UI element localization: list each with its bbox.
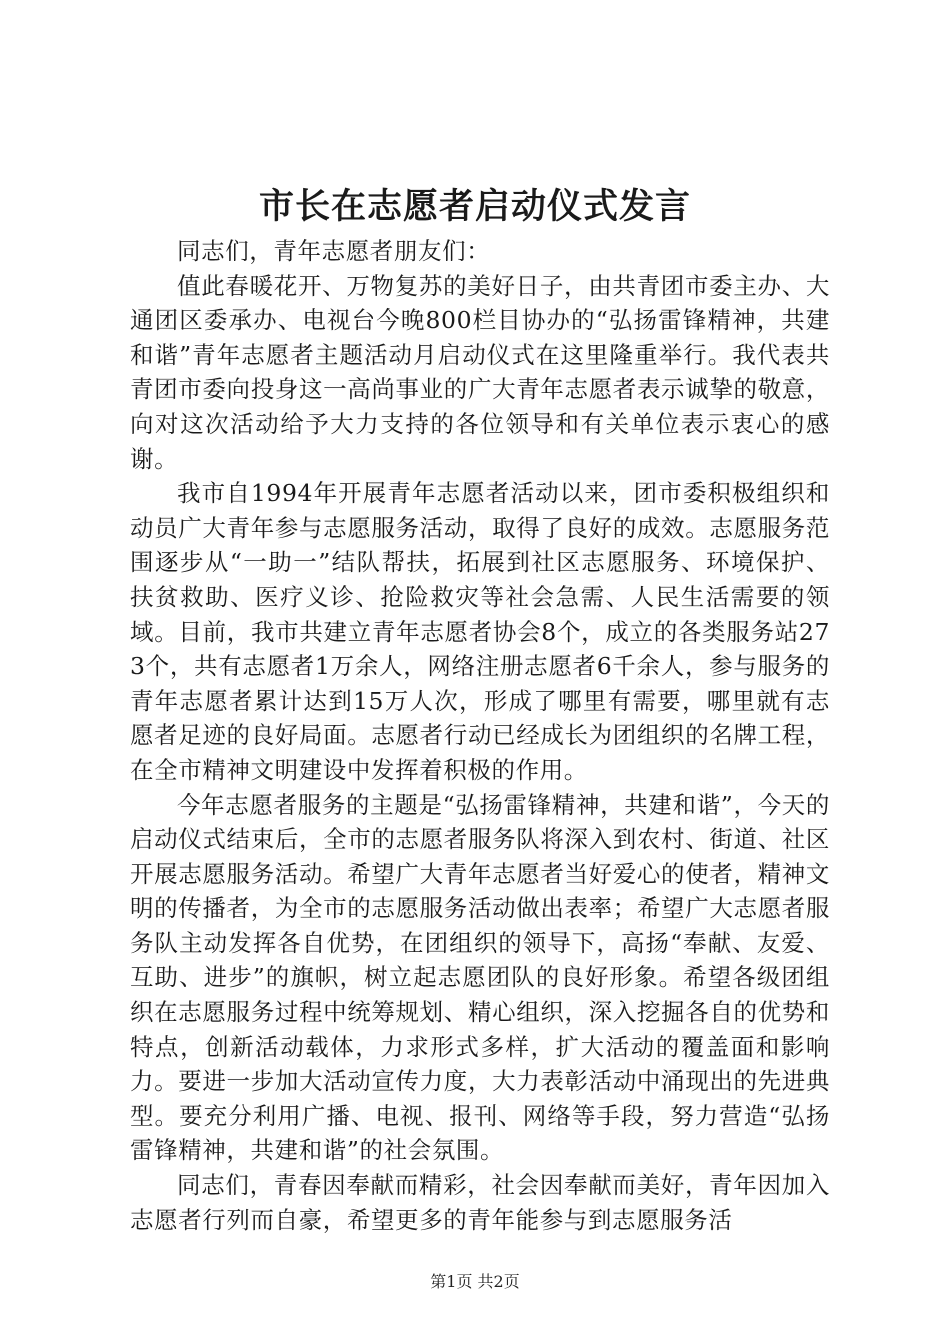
body-paragraph-4: 同志们，青春因奉献而精彩，社会因奉献而美好，青年因加入志愿者行列而自豪，希望更多的青年能参与到志愿服务活	[130, 1171, 830, 1234]
body-paragraph-3: 今年志愿者服务的主题是“弘扬雷锋精神，共建和谐”，今天的启动仪式结束后，全市的志愿者服务队将深入到农村、街道、社区开展志愿服务活动。希望广大青年志愿者当好爱心的使者，精神文明的传播者，为全市的志愿服务活动做出表率；希望广大志愿者服务队主动发挥各自优势，在团组织的领导下，高扬“奉献、友爱、互助、进步”的旗帜，树立起志愿团队的良好形象。希望各级团组织在志愿服务过程中统筹规划、精心组织，深入挖掘各自的优势和特点，创新活动载体，力求形式多样，扩大活动的覆盖面和影响力。要进一步加大活动宣传力度，大力表彰活动中涌现出的先进典型。要充分利用广播、电视、报刊、网络等手段，努力营造“弘扬雷锋精神，共建和谐”的社会氛围。	[130, 790, 830, 1165]
body-paragraph-1: 值此春暖花开、万物复苏的美好日子，由共青团市委主办、大通团区委承办、电视台今晚800栏目协办的“弘扬雷锋精神，共建和谐”青年志愿者主题活动月启动仪式在这里隆重举行。我代表共青团市委向投身这一高尚事业的广大青年志愿者表示诚挚的敬意，向对这次活动给予大力支持的各位领导和有关单位表示衷心的感谢。	[130, 271, 830, 473]
body-paragraph-2: 我市自1994年开展青年志愿者活动以来，团市委积极组织和动员广大青年参与志愿服务活动，取得了良好的成效。志愿服务范围逐步从“一助一”结队帮扶，拓展到社区志愿服务、环境保护、扶贫救助、医疗义诊、抢险救灾等社会急需、人民生活需要的领域。目前，我市共建立青年志愿者协会8个，成立的各类服务站273个，共有志愿者1万余人，网络注册志愿者6千余人，参与服务的青年志愿者累计达到15万人次，形成了哪里有需要，哪里就有志愿者足迹的良好局面。志愿者行动已经成长为团组织的名牌工程，在全市精神文明建设中发挥着积极的作用。	[130, 479, 830, 784]
page-number-footer: 第1页 共2页	[430, 1272, 520, 1291]
document-title: 市长在志愿者启动仪式发言	[258, 186, 691, 227]
document-body	[130, 234, 830, 1237]
salutation-paragraph: 同志们，青年志愿者朋友们：	[177, 237, 491, 265]
